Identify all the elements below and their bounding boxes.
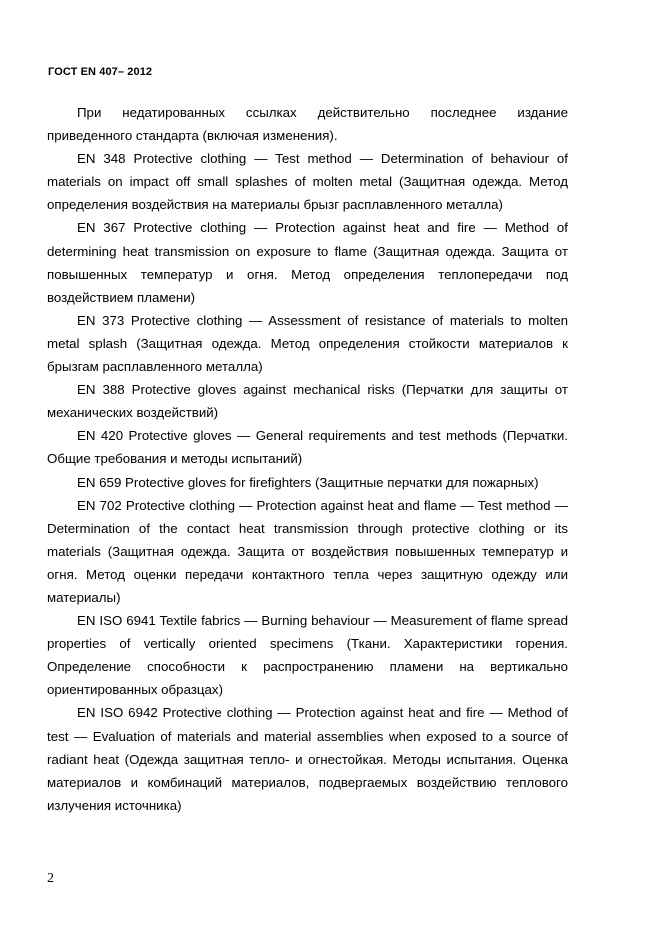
reference-en-iso-6942: EN ISO 6942 Protective clothing — Protection against heat and fire — Method of test — Evaluation of materials and material assemblies when exposed to a source of radiant heat (Одежда защитная тепло- и огнестойкая. Методы испытания. Оценка материалов и комбинаций материалов, подвергаемых воздействию теплового излучения источника): [47, 705, 568, 813]
reference-en-373: EN 373 Protective clothing — Assessment of resistance of materials to molten metal splash (Защитная одежда. Метод определения стойкости материалов к брызгам расплавленного металла): [47, 312, 568, 375]
reference-en-420: EN 420 Protective gloves — General requirements and test methods (Перчатки. Общие требования и методы испытаний): [47, 428, 568, 467]
document-body: [47, 101, 568, 817]
intro-paragraph: При недатированных ссылках действительно последнее издание приведенного стандарта (включая изменения).: [47, 105, 568, 144]
reference-en-iso-6941: EN ISO 6941 Textile fabrics — Burning behaviour — Measurement of flame spread properties of vertically oriented specimens (Ткани. Характеристики горения. Определение способности к распространению пламени на вертикально ориентированных образцах): [47, 613, 568, 698]
reference-en-367: EN 367 Protective clothing — Protection against heat and fire — Method of determining heat transmission on exposure to flame (Защитная одежда. Защита от повышенных температур и огня. Метод определения теплопередачи под воздействием пламени): [47, 220, 568, 305]
reference-en-659: EN 659 Protective gloves for firefighters (Защитные перчатки для пожарных): [77, 474, 539, 490]
page-number: 2: [47, 871, 54, 886]
reference-en-348: EN 348 Protective clothing — Test method — Determination of behaviour of materials on impact off small splashes of molten metal (Защитная одежда. Метод определения воздействия на материалы брызг расплавленного металла): [47, 151, 568, 213]
document-header: ГОСТ EN 407– 2012: [48, 66, 153, 78]
reference-en-388: EN 388 Protective gloves against mechanical risks (Перчатки для защиты от механических воздействий): [47, 382, 568, 421]
reference-en-702: EN 702 Protective clothing — Protection against heat and flame — Test method — Determination of the contact heat transmission through protective clothing or its materials (Защитная одежда. Защита от воздействия повышенных температур и огня. Метод оценки передачи контактного тепла через защитную одежду или материалы): [47, 497, 568, 605]
